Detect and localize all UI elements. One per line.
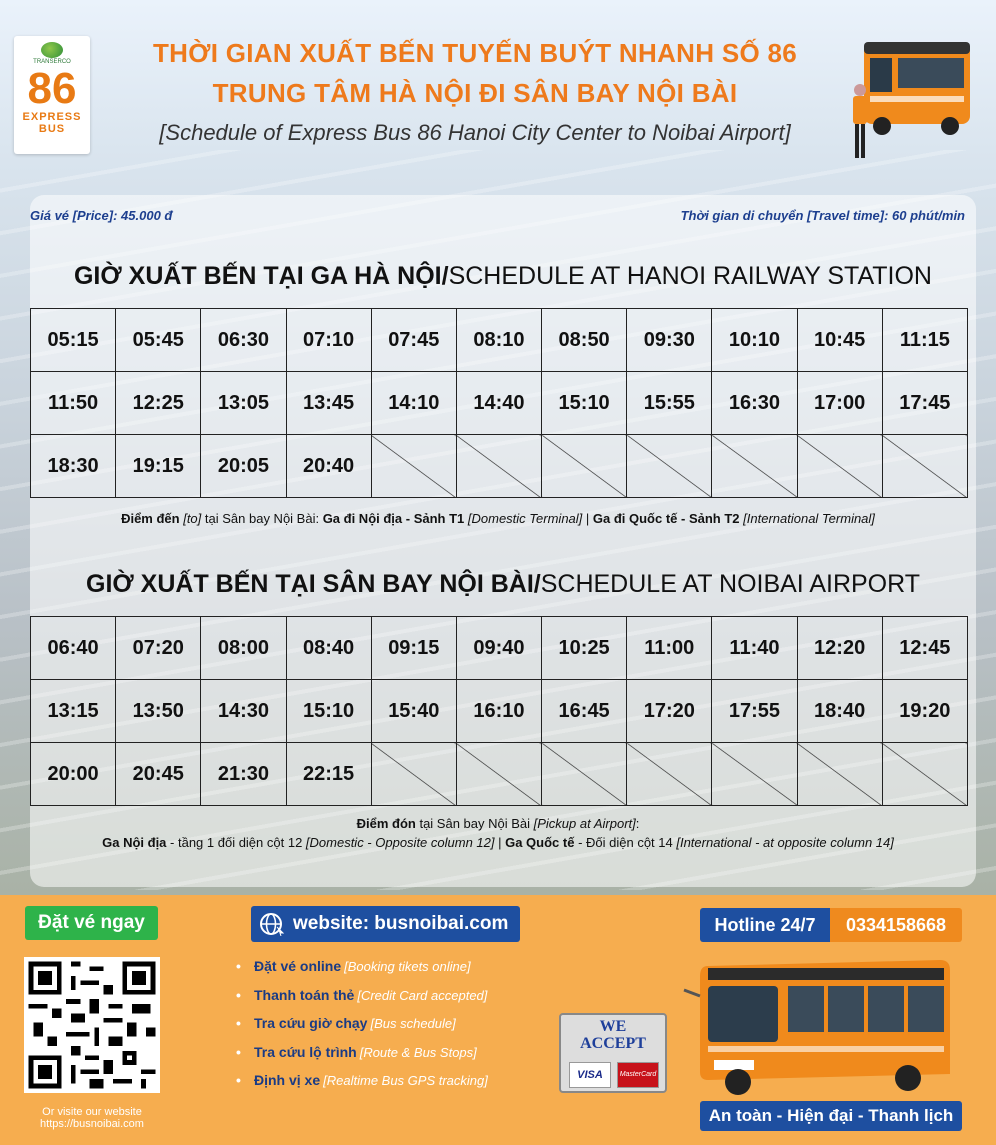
feature-booking-en: [Booking tikets online] [344,959,471,974]
airport-heading-en: SCHEDULE AT NOIBAI AIRPORT [540,570,920,598]
airport-heading-vi: GIỜ XUẤT BẾN TẠI SÂN BAY NỘI BÀI/ [86,570,541,598]
departure-time: 10:25 [542,617,627,680]
departure-time: 17:20 [627,680,712,743]
travel-time-text: Thời gian di chuyển [Travel time]: 60 phút/min [680,208,965,223]
hotline-label: Hotline 24/7 [700,908,830,942]
feature-route [234,1044,488,1073]
departure-time: 08:00 [201,617,286,680]
empty-cell [882,435,967,498]
departure-time: 20:00 [31,743,116,806]
destination-mid: tại Sân bay Nội Bài: [201,511,323,526]
departure-time: 08:50 [542,309,627,372]
empty-cell [627,435,712,498]
departure-time: 07:45 [371,309,456,372]
empty-cell [456,743,541,806]
table-row [31,680,968,743]
departure-time: 17:45 [882,372,967,435]
website-label: website: busnoibai.com [293,913,509,934]
domestic-terminal: Ga đi Nội địa - Sảnh T1 [322,511,465,526]
feature-schedule-vi: Tra cứu giờ chạy [254,1015,368,1031]
visit-website-text [20,1106,164,1130]
feature-schedule [234,1015,488,1044]
page-title-line2: TRUNG TÂM HÀ NỘI ĐI SÂN BAY NỘI BÀI [212,78,738,108]
departure-time: 14:10 [371,372,456,435]
departure-time: 09:40 [456,617,541,680]
hanoi-heading-en: SCHEDULE AT HANOI RAILWAY STATION [448,262,932,290]
empty-cell [456,435,541,498]
international-terminal-en: [International Terminal] [743,511,875,526]
departure-time: 13:05 [201,372,286,435]
departure-time: 15:55 [627,372,712,435]
table-row [31,309,968,372]
table-row [31,743,968,806]
departure-time: 17:55 [712,680,797,743]
departure-time: 20:45 [116,743,201,806]
mastercard-icon: MasterCard [617,1062,659,1088]
logo-number: 86 [27,64,77,113]
domestic-pickup-text: - tầng 1 đối diện cột 12 [166,835,306,850]
empty-cell [712,435,797,498]
logo-express: EXPRESS [22,111,82,123]
slogan: An toàn - Hiện đại - Thanh lịch [700,1101,962,1131]
empty-cell [712,743,797,806]
departure-time: 08:40 [286,617,371,680]
departure-time: 08:10 [456,309,541,372]
airport-schedule-table [30,616,968,806]
accept-line2: ACCEPT [580,1035,646,1052]
departure-time: 12:45 [882,617,967,680]
departure-time: 07:20 [116,617,201,680]
visa-icon: VISA [569,1062,611,1088]
departure-time: 07:10 [286,309,371,372]
price-text: Giá vé [Price]: 45.000 đ [30,208,173,223]
empty-cell [797,743,882,806]
book-now-button[interactable]: Đặt vé ngay [25,906,158,940]
globe-icon [259,912,285,936]
empty-cell [627,743,712,806]
domestic-pickup-label: Ga Nội địa [102,835,167,850]
departure-time: 14:40 [456,372,541,435]
international-pickup-en: [International - at opposite column 14] [676,835,894,850]
express-86-logo [14,36,90,154]
departure-time: 05:45 [116,309,201,372]
hotline[interactable] [700,908,962,942]
table-row [31,617,968,680]
feature-list [234,958,488,1101]
pickup-label: Điểm đón [356,816,416,831]
international-terminal: Ga đi Quốc tế - Sảnh T2 [592,511,740,526]
website-button[interactable] [251,906,520,942]
bus-illustration [678,956,960,1096]
visit-line1: Or visite our website [42,1106,142,1118]
departure-time: 19:15 [116,435,201,498]
feature-schedule-en: [Bus schedule] [370,1016,456,1031]
feature-card-vi: Thanh toán thẻ [254,986,355,1003]
departure-time: 20:05 [201,435,286,498]
airport-schedule-heading [30,570,976,599]
departure-time: 12:20 [797,617,882,680]
feature-gps-vi: Định vị xe [254,1072,321,1088]
departure-time: 11:00 [627,617,712,680]
empty-cell [797,435,882,498]
departure-time: 13:15 [31,680,116,743]
pickup-mid: tại Sân bay Nội Bài [415,816,534,831]
card-logos [569,1062,657,1086]
bus-with-attendant-illustration [850,34,972,162]
destination-to: [to] [183,511,202,526]
departure-time: 11:50 [31,372,116,435]
pickup-separator: | [494,835,506,850]
hotline-number[interactable]: 0334158668 [830,908,962,942]
feature-gps-en: [Realtime Bus GPS tracking] [323,1073,488,1088]
departure-time: 17:00 [797,372,882,435]
departure-time: 22:15 [286,743,371,806]
logo-brand: TRANSERCO [33,59,71,65]
international-pickup-label: Ga Quốc tế [505,835,575,850]
departure-time: 13:45 [286,372,371,435]
departure-time: 06:40 [31,617,116,680]
departure-time: 10:45 [797,309,882,372]
departure-time: 18:30 [31,435,116,498]
table-row [31,372,968,435]
departure-time: 05:15 [31,309,116,372]
international-pickup-text: - Đối diện cột 14 [574,835,677,850]
departure-time: 15:10 [542,372,627,435]
feature-route-en: [Route & Bus Stops] [359,1044,477,1060]
departure-time: 09:30 [627,309,712,372]
feature-card-payment [234,987,488,1016]
departure-time: 16:45 [542,680,627,743]
feature-route-vi: Tra cứu lộ trình [254,1043,357,1060]
departure-time: 15:10 [286,680,371,743]
globe-icon [41,42,63,58]
destination-label: Điểm đến [121,511,180,526]
feature-gps [234,1072,488,1101]
feature-booking-vi: Đặt vé online [254,958,342,974]
note-separator: | [582,511,593,526]
page-title-english: [Schedule of Express Bus 86 Hanoi City Center to Noibai Airport] [159,120,791,145]
empty-cell [542,743,627,806]
departure-time: 20:40 [286,435,371,498]
departure-time: 18:40 [797,680,882,743]
departure-time: 06:30 [201,309,286,372]
accept-line1: WE [599,1018,627,1035]
departure-time: 11:15 [882,309,967,372]
departure-time: 13:50 [116,680,201,743]
feature-card-en: [Credit Card accepted] [357,987,488,1003]
destination-note [0,511,996,526]
hanoi-heading-vi: GIỜ XUẤT BẾN TẠI GA HÀ NỘI/ [73,262,449,290]
feature-booking [234,958,488,987]
departure-time: 16:30 [712,372,797,435]
departure-time: 10:10 [712,309,797,372]
departure-time: 15:40 [371,680,456,743]
empty-cell [882,743,967,806]
departure-time: 14:30 [201,680,286,743]
departure-time: 09:15 [371,617,456,680]
table-row [31,435,968,498]
empty-cell [371,743,456,806]
departure-time: 11:40 [712,617,797,680]
qr-code[interactable] [24,957,160,1093]
domestic-terminal-en: [Domestic Terminal] [467,511,583,526]
empty-cell [371,435,456,498]
hanoi-schedule-table [30,308,968,498]
departure-time: 12:25 [116,372,201,435]
pickup-en: [Pickup at Airport] [533,816,636,831]
domestic-pickup-en: [Domestic - Opposite column 12] [305,835,495,850]
empty-cell [542,435,627,498]
departure-time: 16:10 [456,680,541,743]
visit-line2[interactable]: https://busnoibai.com [40,1118,144,1130]
we-accept-cards-badge [559,1013,667,1093]
logo-bus: BUS [38,123,66,135]
hanoi-schedule-heading [30,262,976,291]
departure-time: 21:30 [201,743,286,806]
page-title-line1: THỜI GIAN XUẤT BẾN TUYẾN BUÝT NHANH SỐ 86 [152,38,798,68]
departure-time: 19:20 [882,680,967,743]
pickup-locations [0,835,996,850]
pickup-note [0,816,996,831]
pickup-colon: : [635,816,640,831]
